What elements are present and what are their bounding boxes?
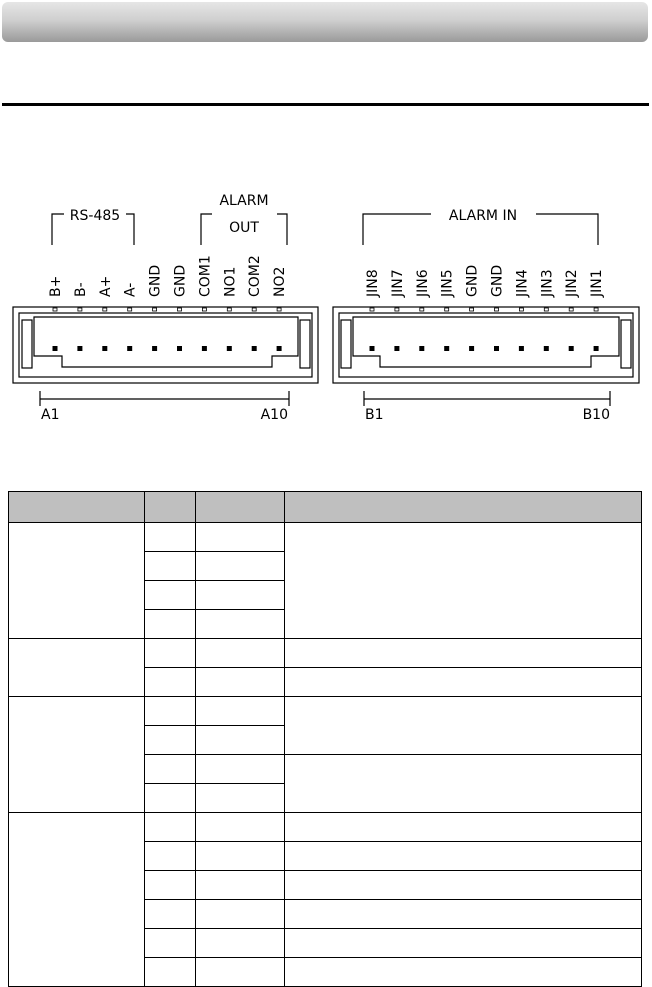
pin-hole bbox=[394, 346, 399, 351]
group-cell-3 bbox=[9, 697, 145, 813]
pin-hole bbox=[127, 346, 132, 351]
pin-hole bbox=[202, 346, 207, 351]
group-cell-4 bbox=[9, 813, 145, 987]
pin-label: JIN1 bbox=[589, 269, 606, 297]
table-cell bbox=[145, 784, 196, 813]
pin-hole bbox=[469, 346, 474, 351]
dim-label-b10: B10 bbox=[582, 407, 610, 423]
pin-hole bbox=[252, 346, 257, 351]
table-cell bbox=[145, 639, 196, 668]
pin-tick bbox=[594, 308, 598, 311]
table-cell bbox=[145, 842, 196, 871]
table-cell bbox=[145, 523, 196, 552]
pin-label: GND bbox=[172, 264, 189, 297]
group-label-alarm-in: ALARM IN bbox=[448, 208, 518, 224]
table-cell bbox=[145, 668, 196, 697]
pin-tick bbox=[395, 308, 399, 311]
pin-tick bbox=[277, 308, 281, 311]
pin-tick bbox=[178, 308, 182, 311]
description-cell bbox=[285, 900, 642, 929]
pin-label: A- bbox=[122, 282, 139, 297]
description-cell bbox=[285, 813, 642, 842]
table-cell bbox=[196, 958, 285, 987]
group-label-rs485: RS-485 bbox=[69, 208, 121, 224]
table-cell bbox=[196, 842, 285, 871]
table-header-row bbox=[9, 492, 642, 523]
pin-tick bbox=[569, 308, 573, 311]
table-cell bbox=[145, 697, 196, 726]
pin-hole bbox=[102, 346, 107, 351]
pin-label: B+ bbox=[48, 275, 64, 297]
pin-tick bbox=[103, 308, 107, 311]
header-bar bbox=[2, 2, 648, 42]
table-cell bbox=[196, 581, 285, 610]
table-cell bbox=[196, 523, 285, 552]
pin-label: JIN6 bbox=[414, 269, 431, 297]
pin-tick bbox=[445, 308, 449, 311]
pin-hole bbox=[77, 346, 82, 351]
table-cell bbox=[145, 581, 196, 610]
pin-hole bbox=[594, 346, 599, 351]
pin-label: GND bbox=[489, 264, 506, 297]
pin-tick bbox=[420, 308, 424, 311]
pin-tick bbox=[470, 308, 474, 311]
wiring-diagram bbox=[0, 180, 652, 440]
pin-hole bbox=[370, 346, 375, 351]
pin-label: B- bbox=[72, 282, 89, 297]
group-cell-1 bbox=[9, 523, 145, 639]
table-cell bbox=[196, 639, 285, 668]
connector-b-pin-labels bbox=[365, 265, 605, 298]
pin-hole bbox=[519, 346, 524, 351]
pin-tick bbox=[495, 308, 499, 311]
pin-label: JIN2 bbox=[564, 269, 581, 297]
table-cell bbox=[145, 552, 196, 581]
description-cell bbox=[285, 842, 642, 871]
dim-label-a10: A10 bbox=[260, 407, 288, 423]
table-cell bbox=[196, 813, 285, 842]
pin-tick bbox=[544, 308, 548, 311]
description-cell bbox=[285, 958, 642, 987]
table-cell bbox=[196, 900, 285, 929]
section-rule bbox=[2, 103, 649, 106]
pin-tick bbox=[519, 308, 523, 311]
table-row bbox=[9, 697, 642, 726]
terminal-block-a bbox=[13, 307, 318, 383]
description-cell bbox=[285, 668, 642, 697]
pin-tick bbox=[202, 308, 206, 311]
header-cell-no bbox=[145, 492, 196, 523]
group-cell-2 bbox=[9, 639, 145, 697]
pin-hole bbox=[227, 346, 232, 351]
table-cell bbox=[196, 871, 285, 900]
header-cell-terminal bbox=[196, 492, 285, 523]
table-cell bbox=[145, 755, 196, 784]
description-cell bbox=[285, 639, 642, 668]
pin-label: GND bbox=[147, 264, 164, 297]
pin-hole bbox=[444, 346, 449, 351]
pin-label: JIN3 bbox=[539, 269, 556, 297]
terminal-block-b bbox=[333, 307, 639, 383]
table-cell bbox=[196, 726, 285, 755]
pin-hole bbox=[177, 346, 182, 351]
pin-label: COM2 bbox=[247, 255, 264, 297]
pin-hole bbox=[419, 346, 424, 351]
description-cell bbox=[285, 871, 642, 900]
pin-label: GND bbox=[464, 264, 481, 297]
connector-b-holes bbox=[370, 308, 599, 351]
pin-hole bbox=[494, 346, 499, 351]
pin-label: JIN4 bbox=[514, 269, 531, 297]
pin-tick bbox=[78, 308, 82, 311]
group-label-alarm-out-1: ALARM bbox=[219, 193, 269, 209]
pin-hole bbox=[152, 346, 157, 351]
header-cell-description bbox=[285, 492, 642, 523]
table-cell bbox=[196, 929, 285, 958]
pin-tick bbox=[252, 308, 256, 311]
pin-label: JIN5 bbox=[439, 269, 456, 297]
table-cell bbox=[196, 552, 285, 581]
pin-hole bbox=[277, 346, 282, 351]
pin-tick bbox=[227, 308, 231, 311]
pin-hole bbox=[569, 346, 574, 351]
table-cell bbox=[196, 610, 285, 639]
table-cell bbox=[196, 697, 285, 726]
group-label-alarm-out-2: OUT bbox=[229, 220, 259, 236]
pin-tick bbox=[153, 308, 157, 311]
description-cell bbox=[285, 523, 642, 639]
connector-a-holes bbox=[53, 308, 282, 351]
table-cell bbox=[145, 958, 196, 987]
pin-label: COM1 bbox=[197, 255, 214, 297]
table-cell bbox=[145, 929, 196, 958]
table-cell bbox=[145, 900, 196, 929]
pin-label: JIN7 bbox=[389, 269, 406, 297]
header-cell-group bbox=[9, 492, 145, 523]
table-row bbox=[9, 523, 642, 552]
table-cell bbox=[145, 726, 196, 755]
pin-tick bbox=[128, 308, 132, 311]
table-cell bbox=[196, 668, 285, 697]
pin-hole bbox=[544, 346, 549, 351]
table-cell bbox=[145, 871, 196, 900]
description-cell bbox=[285, 697, 642, 755]
description-cell bbox=[285, 755, 642, 813]
connector-a-pin-labels bbox=[48, 255, 288, 297]
dim-label-a1: A1 bbox=[41, 407, 60, 423]
pin-tick bbox=[370, 308, 374, 311]
table-row bbox=[9, 639, 642, 668]
table-cell bbox=[145, 813, 196, 842]
pin-tick bbox=[53, 308, 57, 311]
pin-hole bbox=[53, 346, 58, 351]
pin-label: A+ bbox=[97, 275, 114, 297]
pin-label: NO1 bbox=[222, 266, 239, 297]
table-cell bbox=[196, 755, 285, 784]
description-cell bbox=[285, 929, 642, 958]
table-row bbox=[9, 813, 642, 842]
pin-label: JIN8 bbox=[365, 269, 381, 297]
wiring-spec-table bbox=[8, 491, 642, 987]
table-cell bbox=[145, 610, 196, 639]
dim-label-b1: B1 bbox=[365, 407, 384, 423]
pin-label: NO2 bbox=[272, 266, 289, 297]
table-cell bbox=[196, 784, 285, 813]
